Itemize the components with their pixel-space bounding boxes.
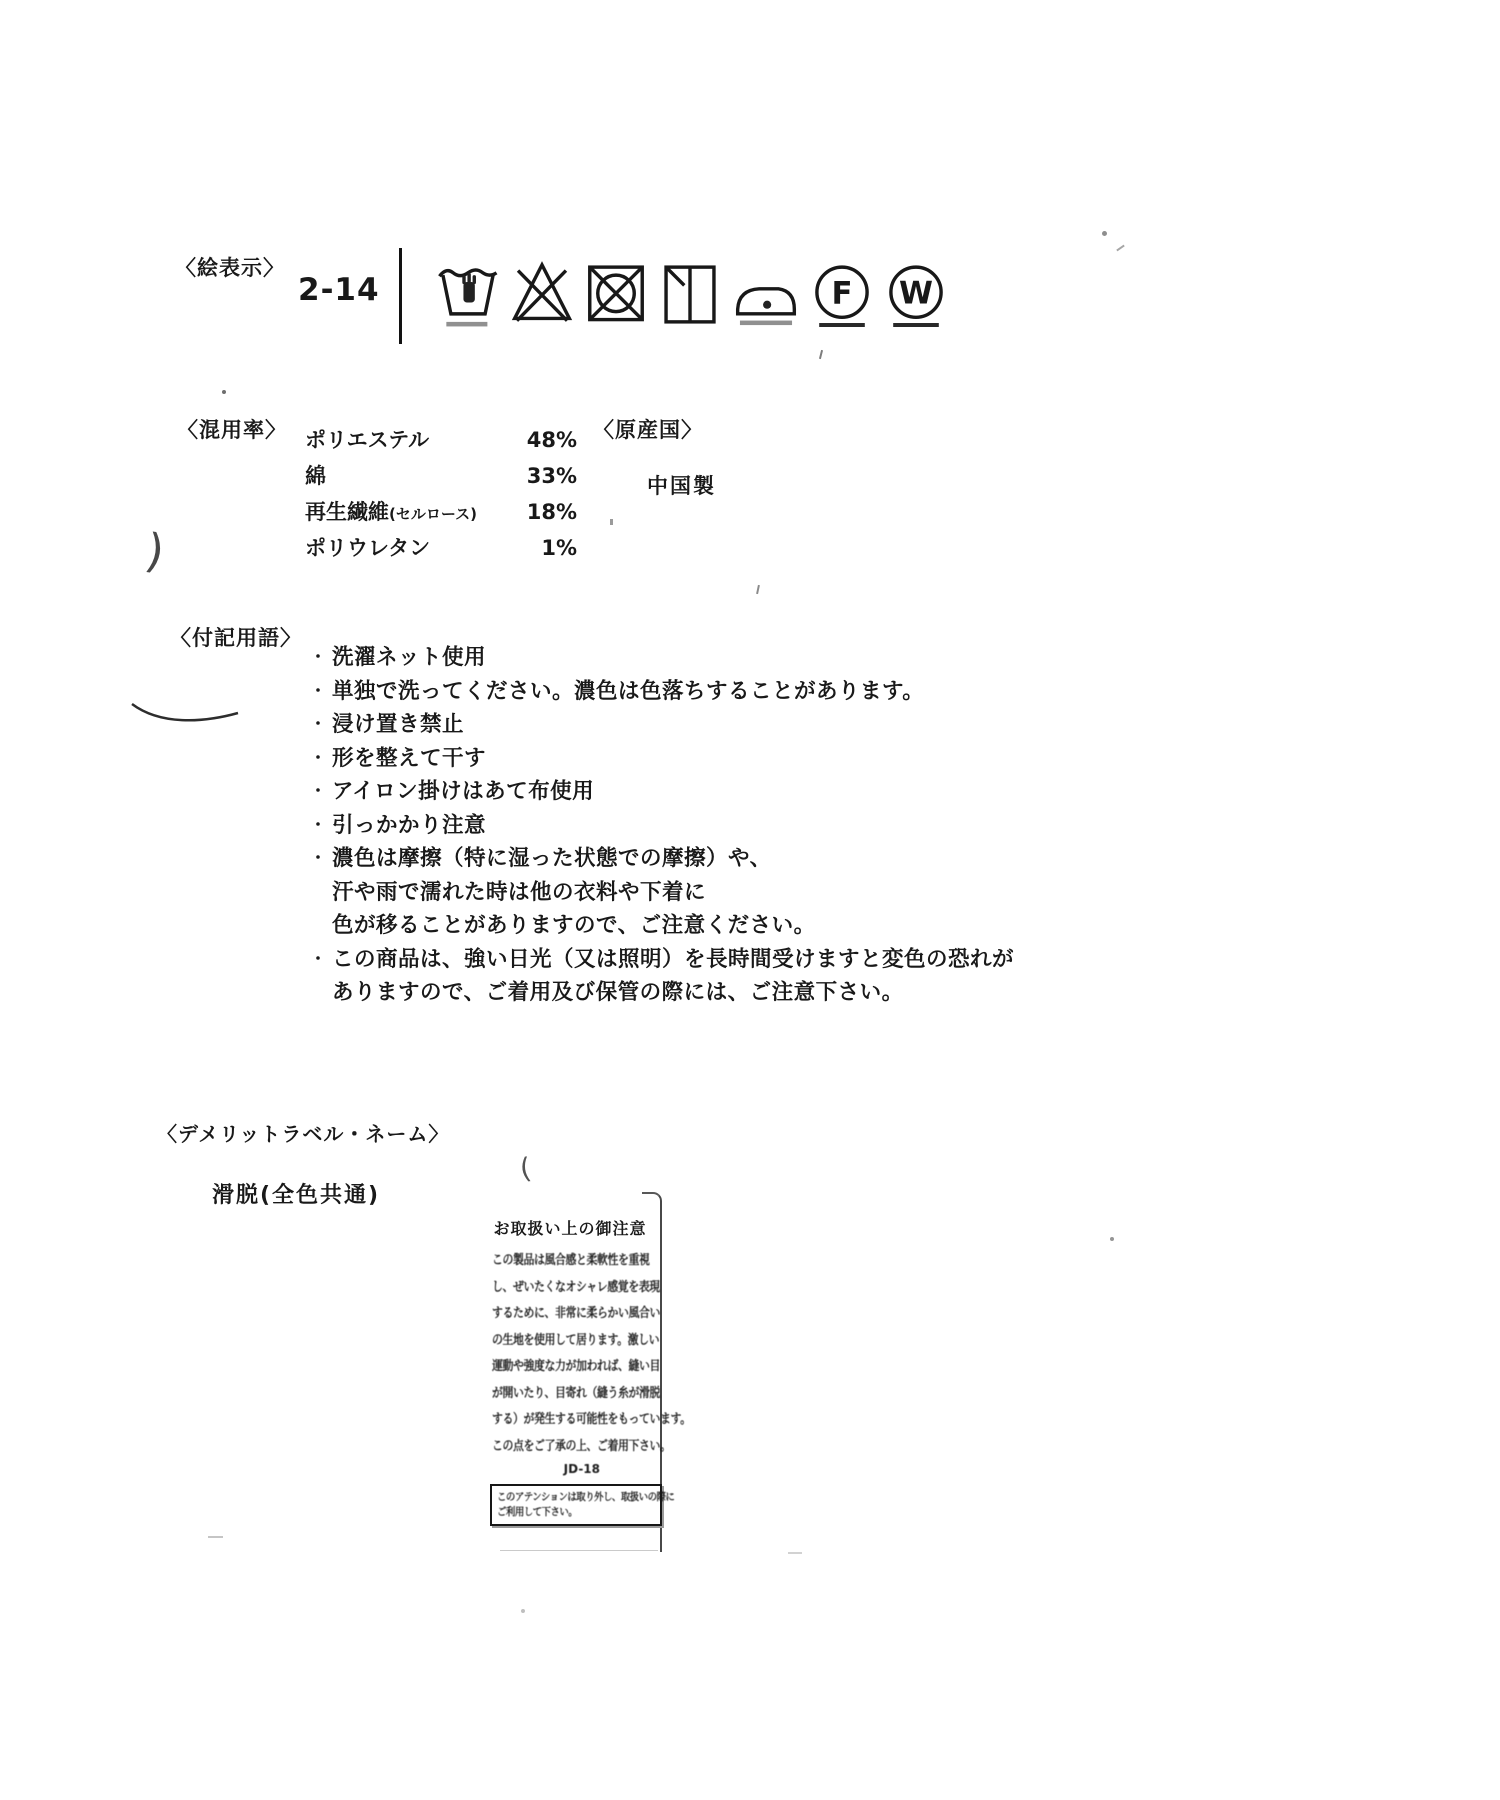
tag-bottom-box xyxy=(490,1484,675,1526)
note-text: 浸け置き禁止 xyxy=(332,712,465,737)
note-text: 洗濯ネット使用 xyxy=(332,645,487,670)
tag-body-line: する）が発生する可能性をもっています。 xyxy=(492,1412,691,1427)
fiber-name: ポリエステル xyxy=(305,428,430,452)
scan-speck xyxy=(222,390,226,394)
fiber-percent: 18% xyxy=(526,500,577,524)
fiber-row xyxy=(305,496,577,532)
tag-body-line: の生地を使用して居ります。激しい xyxy=(492,1332,660,1348)
note-bullet: ・ xyxy=(310,814,327,834)
note-bullet: ・ xyxy=(310,781,327,800)
scan-artifact-paren: ) xyxy=(141,522,169,580)
scan-speck xyxy=(208,1536,223,1538)
scan-artifact-curve xyxy=(130,698,242,728)
tag-code: JD-18 xyxy=(563,1462,600,1476)
line-dry-shade-icon xyxy=(658,258,722,331)
note-line xyxy=(310,808,1210,842)
note-bullet: ・ xyxy=(310,948,327,968)
fiber-name: 再生繊維 xyxy=(305,500,389,524)
care-code: 2-14 xyxy=(298,272,380,308)
note-line xyxy=(310,875,1210,909)
tag-body-line: し、ぜいたくなオシャレ感覚を表現 xyxy=(492,1279,660,1295)
note-bullet xyxy=(310,975,332,1009)
tag-body-line: この製品は風合感と柔軟性を重視 xyxy=(492,1253,650,1268)
tag-body-line: 運動や強度な力が加われば、縫い目 xyxy=(492,1359,661,1374)
note-bullet: ・ xyxy=(310,714,327,733)
scan-speck xyxy=(521,1609,525,1613)
scan-speck xyxy=(819,350,823,359)
tag-body-lines xyxy=(492,1248,691,1460)
no-tumble-dry-icon xyxy=(584,258,648,331)
tag-body-line: この点をご了承の上、ご着用下さい。 xyxy=(492,1438,671,1454)
fiber-percent: 33% xyxy=(526,464,577,488)
note-line xyxy=(310,640,1210,674)
fiber-row xyxy=(305,424,577,460)
care-symbols-row xyxy=(436,258,948,331)
note-text: 引っかかり注意 xyxy=(332,812,487,838)
tag-bottom-edge xyxy=(500,1550,658,1551)
dry-clean-F-icon xyxy=(810,258,874,331)
tag-body xyxy=(492,1248,692,1460)
note-text: ありますので、ご着用及び保管の際には、ご注意下さい。 xyxy=(332,980,904,1005)
scan-artifact-paren-2: ( xyxy=(517,1151,534,1186)
note-line xyxy=(310,975,1210,1009)
note-text: 色が移ることがありますので、ご注意ください。 xyxy=(332,913,816,938)
note-text: 単独で洗ってください。濃色は色落ちすることがあります。 xyxy=(332,678,925,704)
note-line xyxy=(310,942,1210,976)
demerit-section-label: 〈デメリットラベル・ネーム〉 xyxy=(157,1122,450,1146)
fiber-percent: 1% xyxy=(541,536,577,560)
wash-tub-hand-icon xyxy=(436,258,500,331)
note-bullet xyxy=(310,875,332,909)
note-text: アイロン掛けはあて布使用 xyxy=(332,779,595,804)
fiber-composition-table xyxy=(305,424,577,568)
tag-box-line: ご利用して下さい。 xyxy=(497,1506,578,1518)
note-line xyxy=(310,774,1210,808)
scan-speck xyxy=(788,1552,802,1554)
note-bullet: ・ xyxy=(310,647,327,666)
notes-list xyxy=(310,640,1210,1009)
note-bullet: ・ xyxy=(310,680,327,700)
note-bullet xyxy=(310,908,332,942)
origin-value: 中国製 xyxy=(647,474,716,498)
wet-clean-W-icon xyxy=(884,258,948,331)
wet-clean-letter: W xyxy=(899,275,933,312)
tag-body-line: が開いたり、目寄れ（縫う糸が滑脱 xyxy=(492,1385,661,1401)
note-line xyxy=(310,741,1210,775)
demerit-variant-label: 滑脱(全色共通) xyxy=(212,1183,381,1208)
no-bleach-icon xyxy=(510,258,574,331)
note-text: 濃色は摩擦（特に湿った状態での摩擦）や、 xyxy=(332,846,772,871)
note-bullet: ・ xyxy=(310,747,327,767)
fiber-row xyxy=(305,532,577,568)
tag-box-line: このアテンションは取り外し、取扱いの際に xyxy=(497,1491,675,1503)
fiber-name: ポリウレタン xyxy=(305,536,431,560)
iron-icon xyxy=(732,258,800,331)
note-line xyxy=(310,674,1210,708)
scan-speck xyxy=(756,585,760,594)
fiber-name-note: (セルロース) xyxy=(389,505,477,523)
fiber-row xyxy=(305,460,577,496)
note-line xyxy=(310,707,1210,741)
composition-section-label: 〈混用率〉 xyxy=(177,418,287,442)
origin-section-label: 〈原産国〉 xyxy=(593,418,703,442)
note-text: 形を整えて干す xyxy=(332,745,487,771)
scan-speck xyxy=(610,519,613,525)
fiber-percent: 48% xyxy=(526,428,577,452)
dry-clean-letter: F xyxy=(831,275,853,312)
note-line xyxy=(310,841,1210,875)
scan-speck xyxy=(1110,1237,1114,1241)
note-bullet: ・ xyxy=(310,848,327,867)
notes-section-label: 〈付記用語〉 xyxy=(170,626,302,650)
scan-speck xyxy=(1102,231,1107,236)
header-divider xyxy=(399,248,402,344)
scan-speck xyxy=(1116,245,1125,252)
care-symbols-section-label: 〈絵表示〉 xyxy=(175,256,285,280)
note-text: 汗や雨で濡れた時は他の衣料や下着に xyxy=(332,879,707,905)
tag-body-line: するために、非常に柔らかい風合い xyxy=(492,1306,661,1321)
note-line xyxy=(310,908,1210,942)
note-text: この商品は、強い日光（又は照明）を長時間受けますと変色の恐れが xyxy=(332,946,1015,972)
fiber-name: 綿 xyxy=(305,464,326,488)
tag-title: お取扱い上の御注意 xyxy=(493,1219,647,1238)
